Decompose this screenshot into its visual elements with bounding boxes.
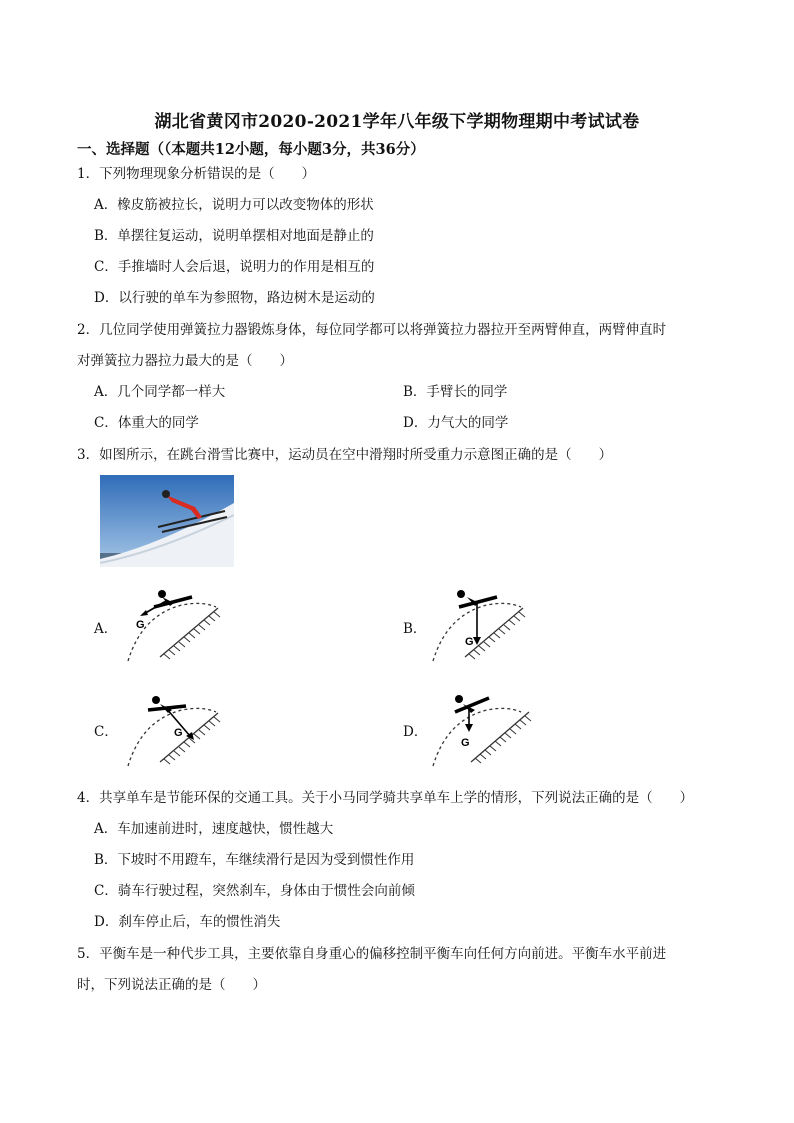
question-1-stem: 1．下列物理现象分析错误的是（ ） [77, 166, 316, 182]
option-d-diagram [425, 690, 535, 774]
question-4-option-b: B．下坡时不用蹬车，车继续滑行是因为受到惯性作用 [94, 852, 415, 868]
question-3-stem: 3．如图所示，在跳台滑雪比赛中，运动员在空中滑翔时所受重力示意图正确的是（ ） [77, 447, 613, 463]
question-4-option-a: A．车加速前进时，速度越快，惯性越大 [94, 821, 334, 837]
question-4-stem: 4．共享单车是节能环保的交通工具。关于小马同学骑共享单车上学的情形，下列说法正确的是（ ） [77, 790, 694, 806]
question-4-option-c: C．骑车行驶过程，突然刹车，身体由于惯性会向前倾 [94, 883, 415, 899]
page-title: 湖北省黄冈市2020-2021学年八年级下学期物理期中考试试卷 [154, 112, 640, 132]
question-1-option-b: B．单摆往复运动，说明单摆相对地面是静止的 [94, 228, 374, 244]
question-3-option-a-label: A． [94, 621, 118, 637]
question-3-option-c-label: C． [94, 724, 118, 740]
question-5-stem-line2: 时，下列说法正确的是（ ） [77, 977, 266, 993]
question-5-stem-line1: 5．平衡车是一种代步工具，主要依靠自身重心的偏移控制平衡车向任何方向前进。平衡车水平前进 [77, 946, 667, 962]
section-heading: 一、选择题（（本题共12小题，每小题3分，共36分） [77, 141, 425, 158]
question-3-option-b-label: B． [403, 621, 427, 637]
question-2-option-b: B．手臂长的同学 [403, 384, 508, 400]
question-3-option-d-label: D． [403, 724, 428, 740]
question-1-option-c: C．手推墙时人会后退，说明力的作用是相互的 [94, 259, 375, 275]
force-label-g: G [136, 619, 145, 631]
question-1-option-d: D．以行驶的单车为参照物，路边树木是运动的 [94, 290, 375, 306]
ski-jump-photo [100, 475, 234, 567]
question-2-option-a: A．几个同学都一样大 [94, 384, 226, 400]
question-1-option-a: A．橡皮筋被拉长，说明力可以改变物体的形状 [94, 197, 374, 213]
option-b-diagram [425, 585, 535, 669]
question-2-option-c: C．体重大的同学 [94, 415, 199, 431]
force-label-g: G [465, 636, 474, 648]
question-2-option-d: D．力气大的同学 [403, 415, 509, 431]
question-2-stem-line1: 2．几位同学使用弹簧拉力器锻炼身体，每位同学都可以将弹簧拉力器拉开至两臂伸直，两臂伸直时 [77, 322, 667, 338]
question-4-option-d: D．刹车停止后，车的惯性消失 [94, 914, 281, 930]
question-2-stem-line2: 对弹簧拉力器拉力最大的是（ ） [77, 353, 293, 369]
force-label-g: G [461, 737, 470, 749]
option-a-diagram [120, 585, 230, 669]
option-c-diagram [120, 690, 230, 774]
force-label-g: G [174, 727, 183, 739]
